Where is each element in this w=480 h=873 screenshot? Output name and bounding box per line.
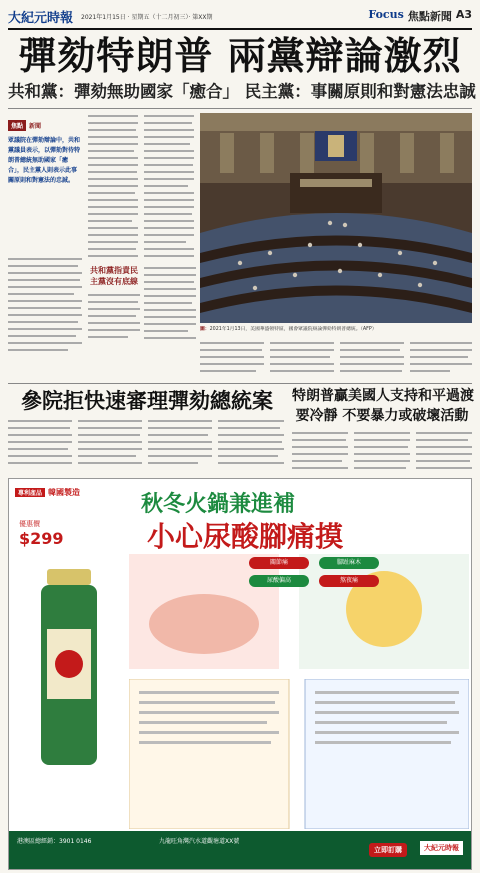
third-story-text bbox=[292, 430, 472, 474]
second-story-text bbox=[8, 418, 286, 470]
ad-contact-mid: 九龍旺角灣汽水道觀塘道XX號 bbox=[159, 838, 240, 845]
ad-illustration bbox=[129, 554, 469, 674]
section-en: Focus bbox=[368, 8, 404, 21]
ad-price-label: 優惠價 bbox=[19, 520, 40, 528]
ad-pill-2: 尿酸偏高 bbox=[249, 575, 309, 587]
top-bar bbox=[8, 4, 472, 30]
second-headline: 參院拒快速審理彈劾總統案 bbox=[21, 388, 273, 413]
main-photo-caption bbox=[200, 326, 472, 336]
body-column-2b bbox=[88, 292, 140, 342]
dateline: 2021年1月15日 · 星期五（十二月初三）· 第XX期 bbox=[81, 13, 213, 21]
ad-pill-1: 關節痛 bbox=[249, 557, 309, 569]
body-text-lines bbox=[8, 256, 82, 356]
subsection-title: 共和黨指責民主黨沒有底線 bbox=[90, 266, 138, 286]
body-columns-lower bbox=[200, 340, 472, 380]
ad-pill-3: 腳趾麻木 bbox=[319, 557, 379, 569]
main-headline: 彈劾特朗普 兩黨辯論激烈 bbox=[18, 33, 462, 78]
ad-brand-tag: 專利產品 bbox=[15, 488, 45, 497]
ad-pill-4: 熬夜痛 bbox=[319, 575, 379, 587]
section-label bbox=[368, 8, 472, 24]
ad-title-line2: 小心尿酸腳痛摸 bbox=[147, 520, 344, 553]
main-photo bbox=[200, 113, 472, 323]
story-label-2: 新聞 bbox=[29, 123, 42, 130]
page-number: A3 bbox=[455, 8, 472, 21]
masthead-logo: 大紀元時報 bbox=[8, 10, 74, 26]
ad-contact-left: 港澳區總經銷：3901 0146 bbox=[17, 838, 92, 845]
ad-logo: 大紀元時報 bbox=[420, 841, 463, 855]
ad-text-blocks bbox=[129, 679, 469, 829]
ad-price-value: $299 bbox=[19, 529, 64, 548]
advertisement[interactable] bbox=[8, 478, 472, 870]
house-chamber-image bbox=[200, 113, 472, 323]
divider bbox=[8, 108, 472, 109]
product-bottle-icon bbox=[19, 559, 119, 789]
lead-summary: 眾議院在彈劾辯論中，共和黨議員表示，以彈劾對待特朗普總統無助國家「癒合」，民主黨人則表示此事關原則和對憲法的忠誠。 bbox=[8, 137, 81, 184]
divider-2 bbox=[8, 383, 472, 384]
caption-label: 圖： bbox=[200, 327, 210, 332]
ad-contact-band bbox=[9, 831, 471, 869]
body-column-2 bbox=[88, 113, 196, 261]
ad-order-button[interactable]: 立即訂購 bbox=[369, 843, 407, 857]
section-zh: 焦點新聞 bbox=[407, 10, 452, 23]
ad-title-line1: 秋冬火鍋兼進補 bbox=[141, 491, 296, 517]
third-headline-line1: 特朗普贏美國人支持和平過渡 bbox=[292, 388, 474, 404]
ad-brand-text: 韓國製造 bbox=[48, 487, 81, 497]
main-subhead: 共和黨：彈劾無助國家「癒合」 民主黨：事關原則和對憲法忠誠 bbox=[8, 82, 476, 101]
ad-brand bbox=[15, 485, 80, 499]
lead-column bbox=[8, 113, 82, 345]
body-column-3b bbox=[144, 265, 196, 345]
ad-price bbox=[19, 519, 64, 548]
story-label: 焦點 bbox=[8, 120, 26, 131]
caption-text: 2021年1月13日，美國華盛頓特區，國會眾議院辯論彈劾特朗普總統。（AFP） bbox=[209, 327, 377, 332]
third-headline-line2: 要冷靜 不要暴力或破壞活動 bbox=[295, 408, 469, 424]
